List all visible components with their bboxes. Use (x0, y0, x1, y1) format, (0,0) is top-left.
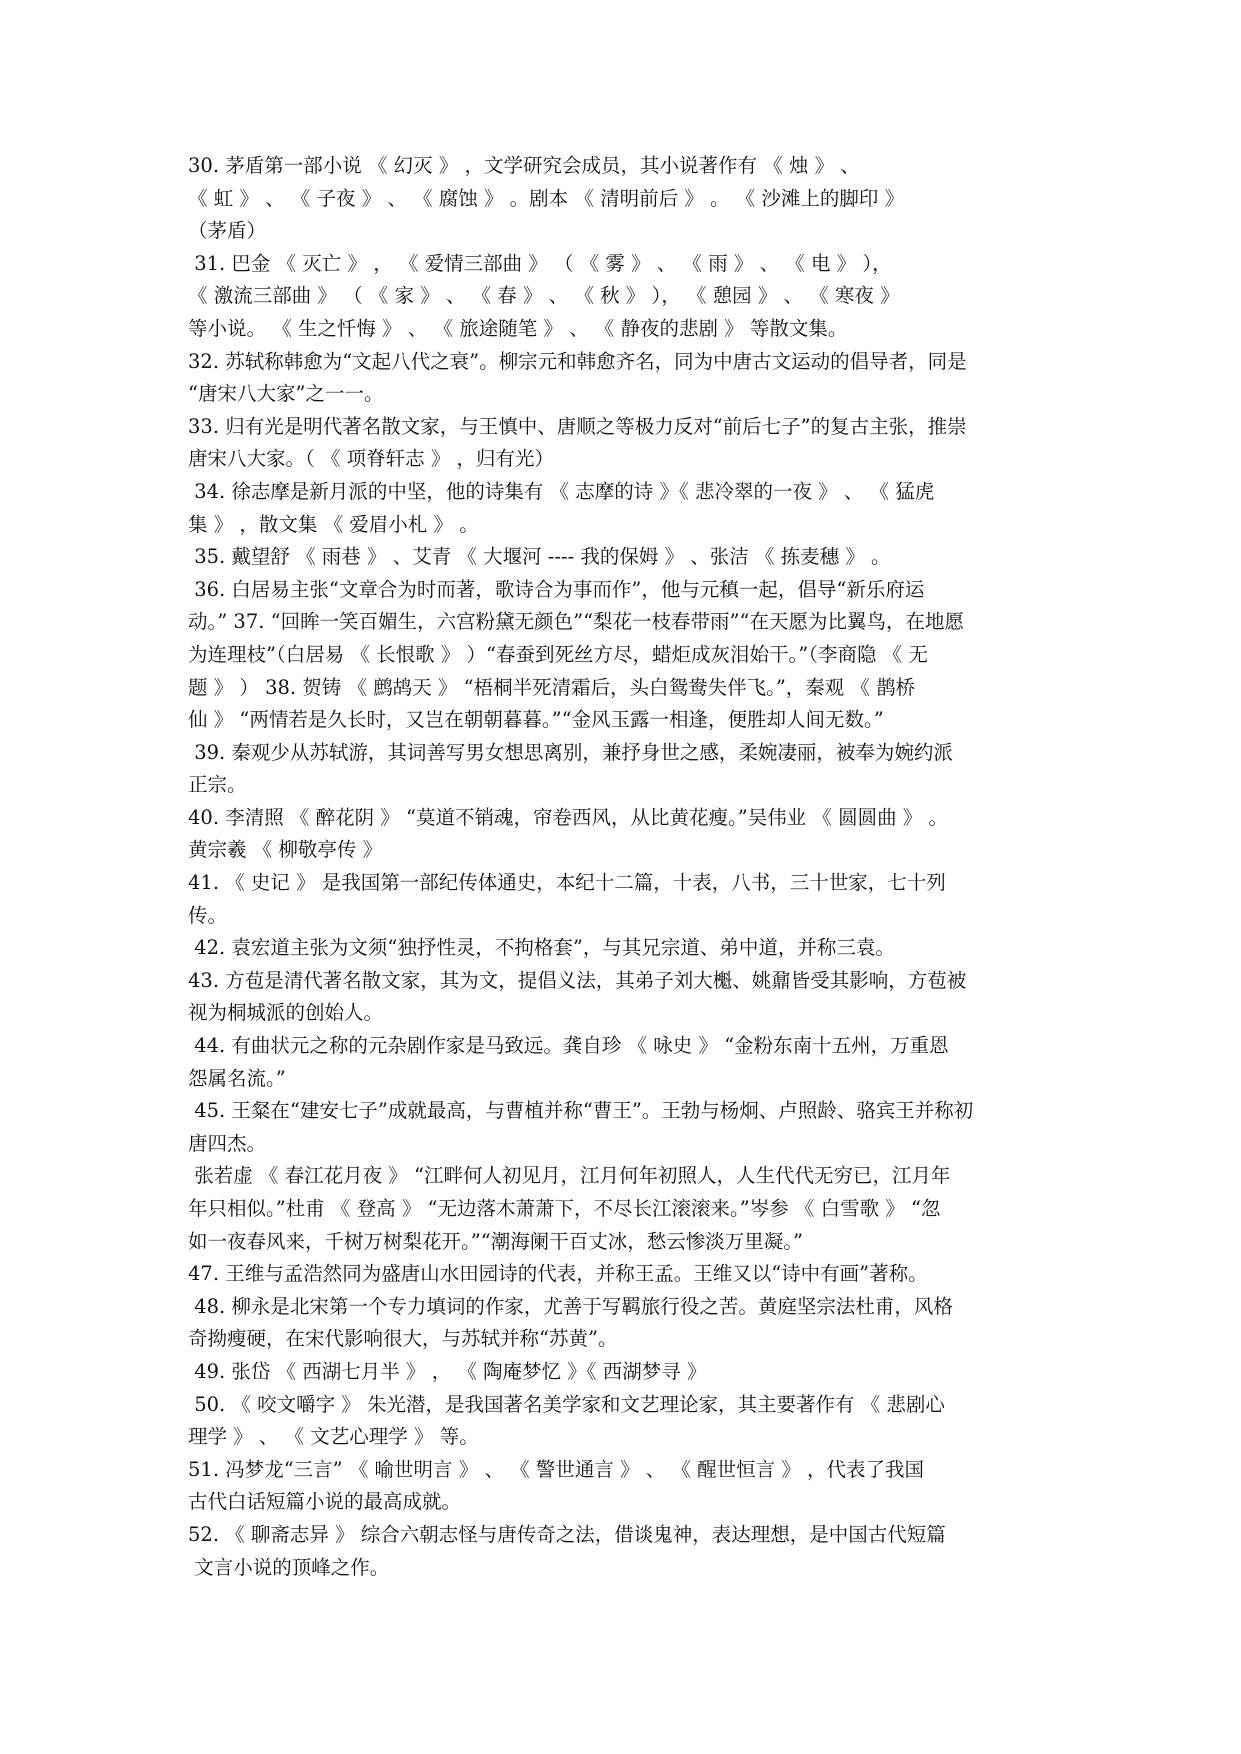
text-line: 52. 《 聊斋志异 》 综合六朝志怪与唐传奇之法，借谈鬼神，表达理想，是中国古代短篇 (188, 1522, 946, 1546)
text-line: 理学 》 、 《 文艺心理学 》 等。 (188, 1425, 479, 1449)
text-line: 36. 白居易主张“文章合为时而著，歌诗合为事而作”，他与元稹一起，倡导“新乐府运 (188, 577, 925, 601)
text-line: （茅盾） (188, 219, 267, 243)
text-line: 等小说。 《 生之忏悔 》 、 《 旅途随笔 》 、 《 静夜的悲剧 》 等散文集。 (188, 316, 848, 340)
text-line: 奇拗瘦硬，在宋代影响很大，与苏轼并称“苏黄”。 (188, 1327, 618, 1351)
text-line: 51. 冯梦龙“三言” 《 喻世明言 》 、 《 警世通言 》 、 《 醒世恒言 》 ，代表了我国 (188, 1457, 925, 1481)
text-line: 怨属名流。” (188, 1066, 286, 1090)
text-line: 39. 秦观少从苏轼游，其词善写男女想思离别，兼抒身世之感，柔婉凄丽，被奉为婉约派 (188, 740, 953, 764)
text-line: 年只相似。”杜甫 《 登高 》 “无边落木萧萧下，不尽长江滚滚来。”岑参 《 白雪歌 》 “忽 (188, 1197, 941, 1220)
text-line: 文言小说的顶峰之作。 (188, 1555, 390, 1579)
text-line: 42. 袁宏道主张为文须“独抒性灵，不拘格套”，与其兄宗道、弟中道，并称三袁。 (188, 936, 895, 960)
text-line: 50. 《 咬文嚼字 》 朱光潜，是我国著名美学家和文艺理论家，其主要著作有 《 悲剧心 (188, 1392, 945, 1416)
text-line: 45. 王粲在“建安七子”成就最高，与曹植并称“曹王”。王勃与杨炯、卢照龄、骆宾王并称初 (188, 1099, 974, 1123)
text-line: 仙 》 “两情若是久长时，又岂在朝朝暮暮。”“金风玉露一相逢，便胜却人间无数。” (188, 708, 884, 732)
text-line: 33. 归有光是明代著名散文家，与王慎中、唐顺之等极力反对“前后七子”的复古主张，推崇 (188, 414, 967, 438)
document-page (188, 150, 1068, 1584)
text-line: 《 虹 》 、 《 子夜 》 、 《 腐蚀 》 。剧本 《 清明前后 》 。 《 沙滩上的脚印 》 (188, 186, 905, 210)
text-line: 集 》 ，散文集 《 爱眉小札 》 。 (188, 512, 479, 536)
text-line: 32. 苏轼称韩愈为“文起八代之衰”。柳宗元和韩愈齐名，同为中唐古文运动的倡导者，同是 (188, 349, 967, 373)
text-line: 如一夜春风来，千树万树梨花开。”“潮海阑干百丈冰，愁云惨淡万里凝。” (188, 1229, 803, 1253)
text-line: 43. 方苞是清代著名散文家，其为文，提倡义法，其弟子刘大櫆、姚鼐皆受其影响，方苞被 (188, 968, 967, 992)
text-line: 49. 张岱 《 西湖七月半 》 ， 《 陶庵梦忆 》《 西湖梦寻 》 (188, 1359, 707, 1383)
text-line: 题 》 ） 38. 贺铸 《 鹧鸪天 》 “梧桐半死清霜后，头白鸳鸯失伴飞。”，秦观 《 鹊桥 (188, 675, 916, 699)
text-line: 传。 (188, 903, 228, 927)
text-line: 30. 茅盾第一部小说 《 幻灭 》 ，文学研究会成员，其小说著作有 《 烛 》 、 (188, 154, 860, 177)
text-line: 41. 《 史记 》 是我国第一部纪传体通史，本纪十二篇，十表，八书，三十世家，七十列 (188, 871, 946, 895)
text-line: 为连理枝”（白居易 《 长恨歌 》 ）“春蚕到死丝方尽，蜡炬成灰泪始干。”（李商隐 《 无 (188, 642, 928, 666)
text-line: 34. 徐志摩是新月派的中坚，他的诗集有 《 志摩的诗 》《 悲冷翠的一夜 》 、 《 猛虎 (188, 479, 935, 503)
text-line: 48. 柳永是北宋第一个专力填词的作家，尤善于写羁旅行役之苦。黄庭坚宗法杜甫，风格 (188, 1294, 953, 1318)
text-line: 47. 王维与孟浩然同为盛唐山水田园诗的代表，并称王孟。王维又以“诗中有画”著称。 (188, 1262, 928, 1286)
text-line: 视为桐城派的创始人。 (188, 1001, 384, 1025)
text-line: 40. 李清照 《 醉花阴 》 “莫道不销魂，帘卷西风，从比黄花瘦。”吴伟业 《 圆圆曲 》 。 (188, 805, 948, 829)
text-line: 正宗。 (188, 773, 247, 797)
text-line: 唐宋八大家。（ 《 项脊轩志 》 ，归有光） (188, 447, 555, 471)
text-line: 44. 有曲状元之称的元杂剧作家是马致远。龚自珍 《 咏史 》 “金粉东南十五州，万重恩 (188, 1034, 949, 1058)
text-line: 31. 巴金 《 灭亡 》 ， 《 爱情三部曲 》 （ 《 雾 》 、 《 雨 》 、 《 电 》 ）， (188, 251, 892, 275)
text-line: 张若虚 《 春江花月夜 》 “江畔何人初见月，江月何年初照人，人生代代无穷已，江月年 (188, 1164, 951, 1188)
text-line: “唐宋八大家”之一一。 (188, 382, 384, 406)
text-line: 35. 戴望舒 《 雨巷 》 、艾青 《 大堰河 ---- 我的保姆 》 、张洁 《 拣麦穗 》 。 (188, 545, 891, 569)
text-line: 黄宗羲 《 柳敬亭传 》 (188, 838, 383, 862)
text-line: 动。” 37. “回眸一笑百媚生，六宫粉黛无颜色”“梨花一枝春带雨”“在天愿为比翼鸟，在地愿 (188, 610, 964, 634)
text-line: 古代白话短篇小说的最高成就。 (188, 1490, 462, 1514)
text-line: 《 激流三部曲 》 （ 《 家 》 、 《 春 》 、 《 秋 》 ）， 《 憩园 》 、 《 寒夜 》 (188, 284, 900, 308)
text-line: 唐四杰。 (188, 1131, 267, 1155)
